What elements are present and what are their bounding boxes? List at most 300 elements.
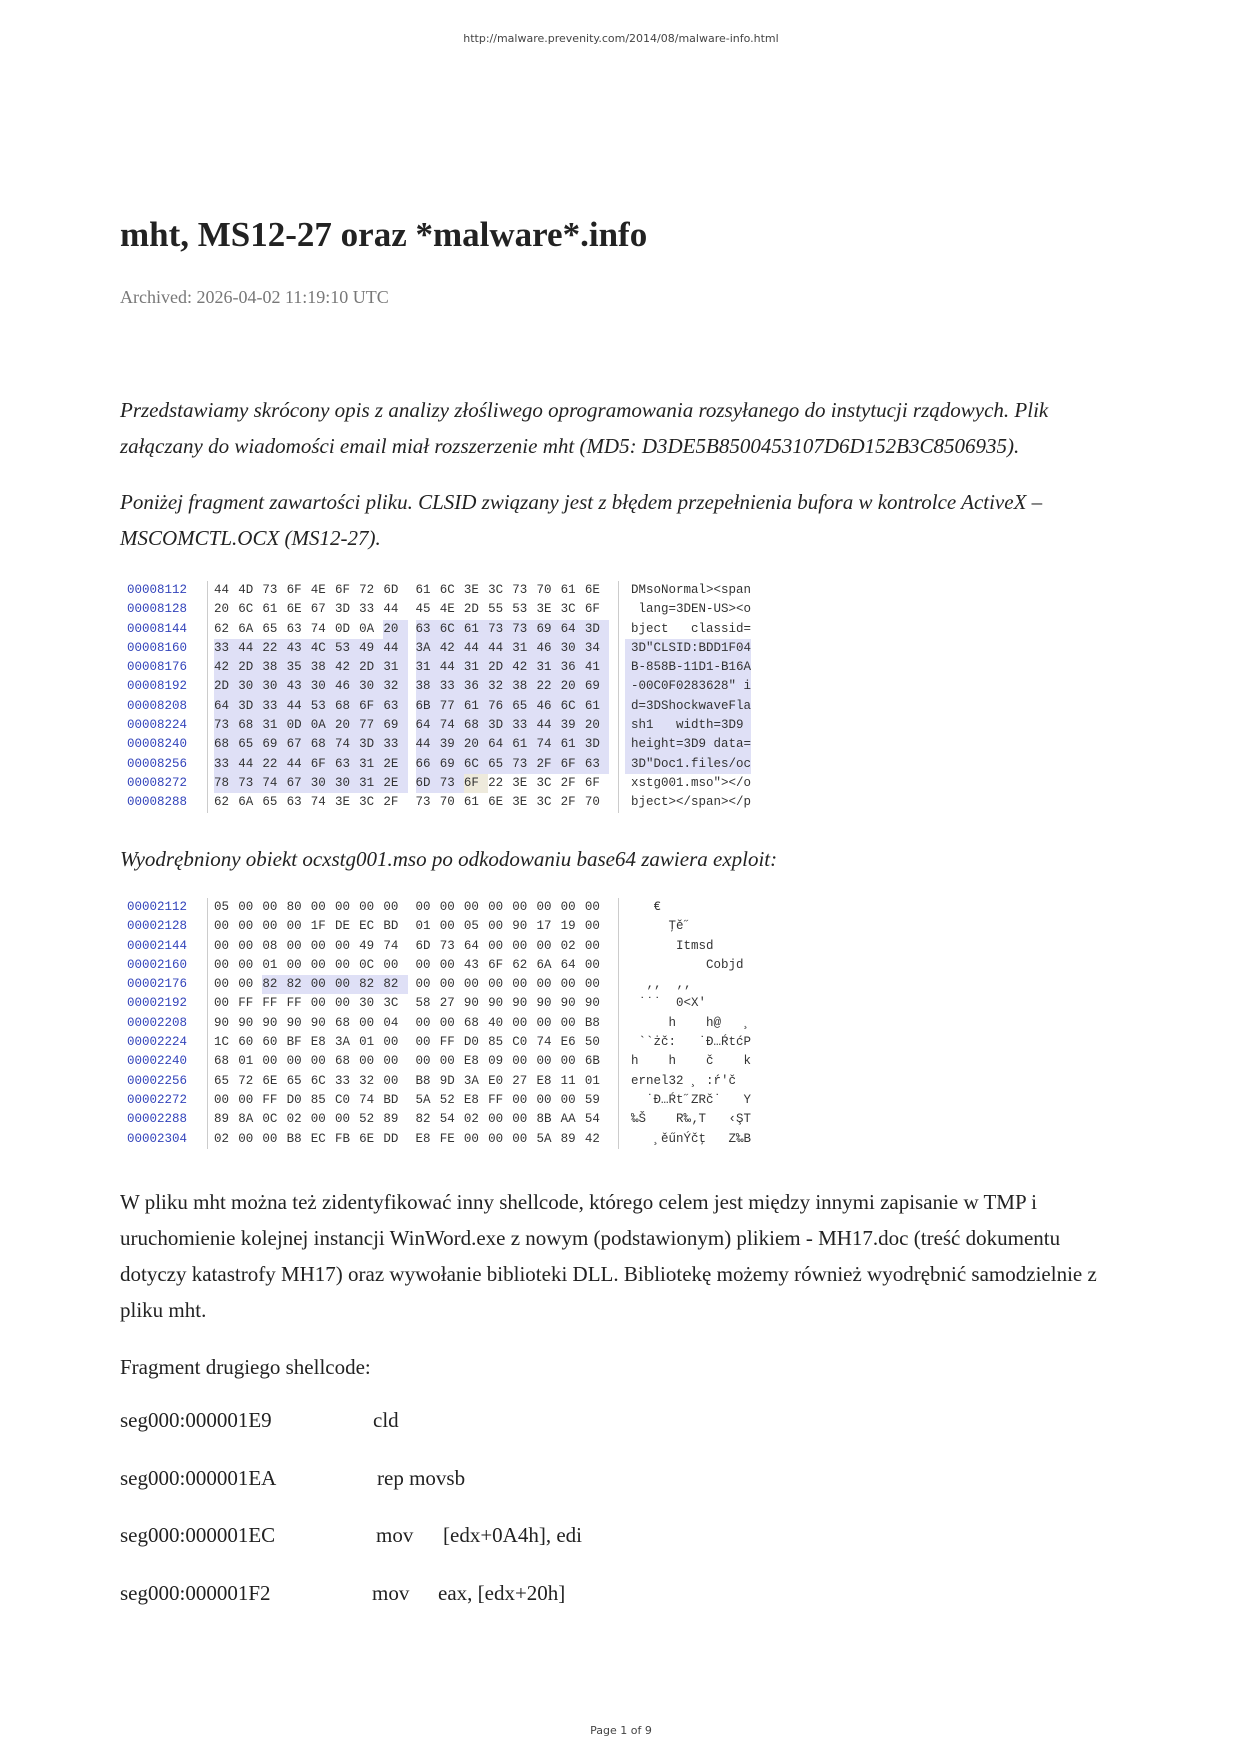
hex-byte: 46 xyxy=(536,639,560,658)
hex-row xyxy=(127,658,751,677)
hex-byte: 4E xyxy=(310,583,326,597)
hex-byte: 6C xyxy=(439,583,455,597)
hex-byte: 73 xyxy=(238,774,262,793)
hex-row xyxy=(127,937,751,956)
hex-byte: 55 xyxy=(488,602,504,617)
hex-byte: 00 xyxy=(383,1035,399,1050)
address: seg000:000001F2 xyxy=(120,1581,271,1605)
hex-byte: 6F xyxy=(561,755,585,774)
hex-byte: 31 xyxy=(512,639,536,658)
hex-byte: 6F xyxy=(584,775,600,790)
hex-byte: 00 xyxy=(488,977,504,992)
hex-byte: 73 xyxy=(512,755,536,774)
hex-byte: 3C xyxy=(383,996,399,1011)
hex-byte: 73 xyxy=(214,716,238,735)
hex-byte: 30 xyxy=(359,677,383,696)
hex-byte: DE xyxy=(334,919,350,934)
hex-offset: 00008112 xyxy=(127,583,188,597)
hex-byte: 3A xyxy=(416,639,440,658)
hex-byte: AA xyxy=(560,1112,576,1127)
hex-byte: 01 xyxy=(238,1054,254,1069)
hex-byte: 31 xyxy=(416,658,440,677)
hex-ascii: 3D"CLSID:BDD1F04 xyxy=(625,639,751,658)
hex-bytes xyxy=(214,716,618,735)
hex-byte: 33 xyxy=(334,1073,350,1088)
hex-byte: 76 xyxy=(488,697,512,716)
hex-byte: 72 xyxy=(238,1073,254,1088)
hex-byte: 00 xyxy=(488,900,504,914)
hex-byte: 3E xyxy=(536,602,552,617)
mnemonic: mov xyxy=(372,1581,410,1605)
hex-ascii: DMsoNormal><span xyxy=(631,583,752,597)
hex-byte: 90 xyxy=(310,1015,326,1030)
hex-byte: 68 xyxy=(463,1015,479,1030)
hex-byte: 8A xyxy=(238,1112,254,1127)
hex-byte: 45 xyxy=(415,602,431,617)
hex-byte: 02 xyxy=(463,1112,479,1127)
hex-byte: 0A xyxy=(359,621,375,636)
hex-byte: 74 xyxy=(536,735,560,754)
hex-byte: 69 xyxy=(262,735,286,754)
hex-byte: E6 xyxy=(560,1035,576,1050)
hex-byte: FF xyxy=(488,1092,504,1107)
hex-byte: 73 xyxy=(488,620,512,639)
address: seg000:000001E9 xyxy=(120,1408,272,1432)
hex-ascii: lang=3DEN-US><o xyxy=(631,602,752,617)
hex-byte: 32 xyxy=(488,677,512,696)
hex-divider xyxy=(207,716,208,735)
hex-byte: 05 xyxy=(214,900,230,914)
hex-ascii: xstg001.mso"></o xyxy=(631,775,752,790)
hex-byte: 53 xyxy=(335,639,359,658)
hex-byte: 72 xyxy=(359,583,375,597)
hex-byte: 00 xyxy=(463,900,479,914)
hex-byte: 42 xyxy=(214,658,238,677)
hex-byte: 00 xyxy=(488,919,504,934)
hex-byte: FF xyxy=(286,996,302,1011)
hex-byte: 65 xyxy=(488,755,512,774)
hex-byte: 62 xyxy=(214,621,230,636)
hex-byte: FB xyxy=(334,1131,350,1146)
hex-byte: FF xyxy=(238,996,254,1011)
hex-byte: 63 xyxy=(286,795,302,810)
hex-byte: 19 xyxy=(560,919,576,934)
hex-byte: 02 xyxy=(560,938,576,953)
hex-ascii: Ţě˝ xyxy=(631,919,692,934)
hex-byte: 00 xyxy=(584,900,600,914)
hex-byte: C0 xyxy=(334,1092,350,1107)
hex-ascii: ``żč: ˙Đ…ŔtćP xyxy=(631,1035,752,1050)
hex-byte: 00 xyxy=(488,1112,504,1127)
hex-bytes xyxy=(214,620,618,639)
hex-ascii: B-858B-11D1-B16A xyxy=(625,658,751,677)
hex-offset: 00002288 xyxy=(127,1112,188,1127)
hex-byte: 6B xyxy=(584,1054,600,1069)
hex-byte: 1F xyxy=(310,919,326,934)
hex-byte: 74 xyxy=(383,938,399,953)
hex-byte: 34 xyxy=(585,639,609,658)
hex-divider xyxy=(207,735,208,754)
hex-byte: 08 xyxy=(262,938,278,953)
hex-byte: 82 xyxy=(262,975,286,994)
hex-divider xyxy=(618,994,619,1013)
hex-byte: 42 xyxy=(335,658,359,677)
hex-byte: 33 xyxy=(383,735,407,754)
hex-offset: 00008288 xyxy=(127,795,188,810)
hex-row xyxy=(127,1110,751,1129)
hex-byte: 6A xyxy=(238,621,254,636)
hex-byte: 44 xyxy=(383,639,407,658)
hex-byte: 6C xyxy=(561,697,585,716)
hex-byte: 65 xyxy=(512,697,536,716)
shellcode-line xyxy=(120,1408,399,1433)
hex-byte: 70 xyxy=(536,583,552,597)
hex-byte: 82 xyxy=(287,975,311,994)
hex-byte: 01 xyxy=(359,1035,375,1050)
hex-row xyxy=(127,1014,751,1033)
hex-byte: 61 xyxy=(464,620,488,639)
shellcode-line xyxy=(120,1466,466,1491)
hex-offset: 00002224 xyxy=(127,1035,188,1050)
hex-byte: 63 xyxy=(585,755,609,774)
hex-byte: 31 xyxy=(536,658,560,677)
hex-byte: 6D xyxy=(416,774,440,793)
hex-byte: 09 xyxy=(488,1054,504,1069)
hex-divider xyxy=(618,677,619,696)
hex-bytes xyxy=(214,1110,618,1129)
hex-byte: 41 xyxy=(585,658,609,677)
hex-byte: 31 xyxy=(359,755,383,774)
hex-byte: 00 xyxy=(310,900,326,914)
hex-byte: 00 xyxy=(238,938,254,953)
hex-byte: 89 xyxy=(383,1112,399,1127)
hex-byte: 00 xyxy=(584,919,600,934)
hex-divider xyxy=(618,697,619,716)
hex-byte: 65 xyxy=(214,1073,230,1088)
hex-byte: 00 xyxy=(512,938,528,953)
hex-byte: 30 xyxy=(311,677,335,696)
hex-byte: 01 xyxy=(584,1073,600,1088)
hex-bytes xyxy=(214,1033,618,1052)
hex-byte: 33 xyxy=(440,677,464,696)
hex-byte: 6F xyxy=(334,583,350,597)
hex-byte: 33 xyxy=(512,716,536,735)
hex-byte: 00 xyxy=(286,957,302,972)
hex-byte: 42 xyxy=(512,658,536,677)
operands: [edx+0A4h], edi xyxy=(443,1523,582,1547)
hex-byte: 61 xyxy=(512,735,536,754)
hex-byte: 00 xyxy=(560,1015,576,1030)
hex-byte: 61 xyxy=(464,697,488,716)
hexdump-mht-fragment xyxy=(127,581,751,813)
hex-byte: 74 xyxy=(440,716,464,735)
hex-byte: 00 xyxy=(512,1092,528,1107)
hex-row xyxy=(127,639,751,658)
hex-row xyxy=(127,581,751,600)
hex-byte: 2D xyxy=(463,602,479,617)
hex-byte: 70 xyxy=(584,795,600,810)
hex-offset: 00008160 xyxy=(127,640,188,655)
hex-byte: 42 xyxy=(440,639,464,658)
hex-byte: 00 xyxy=(415,1015,431,1030)
hex-byte: 00 xyxy=(512,1131,528,1146)
hex-byte: 00 xyxy=(311,975,335,994)
intro-paragraph: Przedstawiamy skrócony opis z analizy złośliwego oprogramowania rozsyłanego do instytucji rządowych. Plik załączany do wiadomości email miał rozszerzenie mht (MD5: D3DE5B8500453107D6D152B3C8506935). xyxy=(120,398,1049,458)
hex-byte: E8 xyxy=(463,1092,479,1107)
hex-ascii: bject classid= xyxy=(631,621,752,636)
hex-byte: 00 xyxy=(214,977,230,992)
hex-offset: 00008272 xyxy=(127,775,188,790)
hex-byte: 59 xyxy=(584,1092,600,1107)
hex-byte: 04 xyxy=(383,1015,399,1030)
hex-byte: C0 xyxy=(512,1035,528,1050)
hex-byte: 2F xyxy=(383,795,399,810)
hex-byte: 30 xyxy=(561,639,585,658)
hex-byte: 01 xyxy=(262,957,278,972)
hex-row xyxy=(127,1033,751,1052)
hex-byte: BF xyxy=(286,1035,302,1050)
hex-byte: 63 xyxy=(335,755,359,774)
hex-byte: 63 xyxy=(416,620,440,639)
hex-row xyxy=(127,620,751,639)
hex-divider xyxy=(618,1052,619,1071)
hex-row xyxy=(127,1091,751,1110)
hex-divider xyxy=(618,793,619,812)
hex-byte: 1C xyxy=(214,1035,230,1050)
hex-byte: 3D xyxy=(488,716,512,735)
hex-byte: 44 xyxy=(287,697,311,716)
hex-row xyxy=(127,755,751,774)
hex-byte: 6F xyxy=(311,755,335,774)
hex-byte: 6C xyxy=(310,1073,326,1088)
hex-divider xyxy=(618,716,619,735)
hex-byte: 69 xyxy=(536,620,560,639)
hex-byte: 00 xyxy=(310,1112,326,1127)
hex-byte: 68 xyxy=(214,735,238,754)
hex-byte: 00 xyxy=(359,900,375,914)
hex-offset: 00002128 xyxy=(127,919,188,934)
hex-byte: 3C xyxy=(560,602,576,617)
hex-divider xyxy=(618,774,619,793)
hex-byte: 44 xyxy=(464,639,488,658)
hex-byte: 44 xyxy=(238,639,262,658)
hex-byte: 6D xyxy=(383,583,399,597)
hex-byte: 00 xyxy=(214,938,230,953)
hex-byte: 00 xyxy=(463,1131,479,1146)
hex-byte: 40 xyxy=(488,1015,504,1030)
hex-byte: 90 xyxy=(536,996,552,1011)
hex-byte: 62 xyxy=(512,957,528,972)
hex-divider xyxy=(618,1072,619,1091)
hex-byte: 44 xyxy=(238,755,262,774)
hex-byte: 90 xyxy=(463,996,479,1011)
hex-byte: 43 xyxy=(287,639,311,658)
hex-byte: 00 xyxy=(488,1131,504,1146)
hex-byte: 00 xyxy=(584,938,600,953)
hex-byte: 43 xyxy=(463,957,479,972)
hex-byte: 42 xyxy=(584,1131,600,1146)
hex-bytes xyxy=(214,774,618,793)
hex-byte: 11 xyxy=(560,1073,576,1088)
hex-byte: 49 xyxy=(359,938,375,953)
hex-row xyxy=(127,793,751,812)
hex-byte: 2E xyxy=(383,774,407,793)
hex-byte: 6F xyxy=(359,697,383,716)
hex-divider xyxy=(618,658,619,677)
page-number: Page 1 of 9 xyxy=(590,1724,652,1737)
hex-byte: 32 xyxy=(383,677,407,696)
hex-byte: 68 xyxy=(334,1054,350,1069)
hex-byte: 00 xyxy=(415,1054,431,1069)
hex-ascii: sh1 width=3D9 xyxy=(625,716,751,735)
hexdump-exploit xyxy=(127,898,751,1149)
shellcode-line xyxy=(120,1523,582,1548)
hex-byte: 2F xyxy=(560,775,576,790)
hex-offset: 00008128 xyxy=(127,602,188,617)
hex-byte: 31 xyxy=(359,774,383,793)
hex-ascii: Cobjd xyxy=(631,957,744,972)
hex-offset: 00008192 xyxy=(127,679,188,694)
hex-byte: 4C xyxy=(311,639,335,658)
hex-byte: E8 xyxy=(310,1035,326,1050)
hex-byte: 62 xyxy=(214,795,230,810)
hex-byte: 36 xyxy=(561,658,585,677)
hex-byte: 64 xyxy=(561,620,585,639)
hex-ascii: 3D"Doc1.files/oc xyxy=(625,755,751,774)
hex-bytes xyxy=(214,658,618,677)
hex-offset: 00002240 xyxy=(127,1054,188,1069)
hex-byte: 67 xyxy=(287,735,311,754)
hex-bytes xyxy=(214,1052,618,1071)
hex-byte: 17 xyxy=(536,919,552,934)
hex-byte: 90 xyxy=(488,996,504,1011)
hex-bytes xyxy=(214,1014,618,1033)
hex-divider xyxy=(618,975,619,994)
hex-ascii: ¸ěűnÝčţ Z‰B xyxy=(631,1131,752,1146)
hex-byte: 00 xyxy=(383,1054,399,1069)
hex-divider xyxy=(618,917,619,936)
hex-row xyxy=(127,1072,751,1091)
hex-byte: 00 xyxy=(310,1054,326,1069)
hex-byte: 0A xyxy=(311,716,335,735)
hex-byte: EC xyxy=(310,1131,326,1146)
hex-byte: 2D xyxy=(359,658,383,677)
hex-byte: 01 xyxy=(415,919,431,934)
hex-byte: 05 xyxy=(463,919,479,934)
hex-byte: 3D xyxy=(359,735,383,754)
hex-byte: 65 xyxy=(286,1073,302,1088)
hex-byte: 0C xyxy=(359,957,375,972)
hex-byte: 5A xyxy=(536,1131,552,1146)
hex-byte: 64 xyxy=(214,697,238,716)
hex-byte: 0C xyxy=(262,1112,278,1127)
hex-divider xyxy=(207,658,208,677)
hex-byte: 6E xyxy=(488,795,504,810)
hex-byte: 00 xyxy=(334,1112,350,1127)
hex-byte: 33 xyxy=(262,697,286,716)
hex-bytes xyxy=(214,1130,618,1149)
hex-byte: 3A xyxy=(334,1035,350,1050)
hex-bytes xyxy=(214,956,618,975)
hex-byte: 00 xyxy=(536,900,552,914)
hex-byte: 5A xyxy=(415,1092,431,1107)
hex-byte: 6F xyxy=(584,602,600,617)
hex-divider xyxy=(618,898,619,917)
hex-offset: 00008224 xyxy=(127,718,188,733)
hex-bytes xyxy=(214,1072,618,1091)
hex-byte: 85 xyxy=(310,1092,326,1107)
hex-byte: D0 xyxy=(286,1092,302,1107)
hex-row xyxy=(127,735,751,754)
hex-byte: 00 xyxy=(238,919,254,934)
hex-ascii: h h č k xyxy=(631,1054,752,1069)
hex-byte: 70 xyxy=(439,795,455,810)
hex-byte: B8 xyxy=(415,1073,431,1088)
hex-row xyxy=(127,1130,751,1149)
hex-divider xyxy=(207,898,208,917)
hex-byte: 00 xyxy=(334,938,350,953)
hex-byte: 00 xyxy=(238,977,254,992)
hex-byte: 44 xyxy=(383,602,399,617)
hex-byte: 82 xyxy=(383,975,407,994)
hex-byte: 00 xyxy=(536,938,552,953)
hex-ascii: -00C0F0283628" i xyxy=(625,677,751,696)
hex-byte: 3E xyxy=(463,583,479,597)
hex-offset: 00002192 xyxy=(127,996,188,1011)
mnemonic: mov xyxy=(376,1523,414,1547)
hex-byte: 6F xyxy=(464,774,488,793)
hex-byte: 00 xyxy=(383,1073,399,1088)
hex-byte: 30 xyxy=(335,774,359,793)
hex-byte: 00 xyxy=(512,977,528,992)
hex-byte: 35 xyxy=(287,658,311,677)
hex-row xyxy=(127,697,751,716)
hex-byte: 00 xyxy=(214,996,230,1011)
hex-divider xyxy=(207,1110,208,1129)
hex-byte: 0D xyxy=(334,621,350,636)
hex-byte: 77 xyxy=(359,716,383,735)
hex-byte: 00 xyxy=(238,900,254,914)
hex-byte: 00 xyxy=(334,957,350,972)
hex-byte: B8 xyxy=(286,1131,302,1146)
hex-divider xyxy=(207,1014,208,1033)
hex-ascii: ˙Đ…Ŕt˝ZRč˙ Y xyxy=(631,1092,752,1107)
hex-byte: 00 xyxy=(560,900,576,914)
hex-offset: 00002208 xyxy=(127,1015,188,1030)
hex-byte: 68 xyxy=(238,716,262,735)
hex-bytes xyxy=(214,755,618,774)
hex-byte: 00 xyxy=(512,900,528,914)
hex-divider xyxy=(207,755,208,774)
hex-ascii: € xyxy=(631,900,662,914)
hex-byte: 73 xyxy=(440,774,464,793)
hex-byte: 3D xyxy=(585,620,609,639)
hex-byte: 44 xyxy=(488,639,512,658)
hex-byte: 00 xyxy=(310,938,326,953)
second-shellcode-label: Fragment drugiego shellcode: xyxy=(120,1355,371,1379)
hex-byte: 00 xyxy=(536,1054,552,1069)
hex-divider xyxy=(207,994,208,1013)
hex-byte: 00 xyxy=(334,900,350,914)
hex-byte: 82 xyxy=(415,1112,431,1127)
hex-offset: 00008208 xyxy=(127,698,188,713)
archived-timestamp: Archived: 2026-04-02 11:19:10 UTC xyxy=(120,287,389,307)
hex-divider xyxy=(618,956,619,975)
hex-bytes xyxy=(214,975,618,994)
hex-byte: E0 xyxy=(488,1073,504,1088)
hex-byte: 90 xyxy=(238,1015,254,1030)
hex-divider xyxy=(207,975,208,994)
